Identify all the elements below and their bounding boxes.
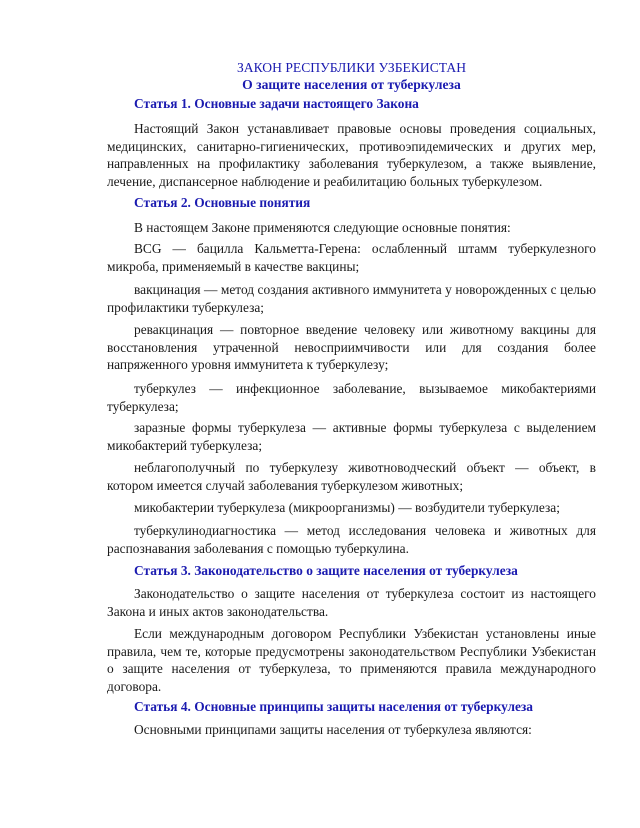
article-2-intro: В настоящем Законе применяются следующие основные понятия:: [134, 220, 511, 235]
article-4-intro: Основными принципами защиты населения от туберкулеза являются:: [134, 722, 532, 737]
definition-mycobacteria: микобактерии туберкулеза (микроорганизмы) — возбудители туберкулеза;: [134, 500, 560, 515]
definition-tuberculin-diagnostics: туберкулинодиагностика — метод исследования человека и животных для распознавания заболевания с помощью туберкулина.: [107, 523, 596, 556]
article-1-heading: Статья 1. Основные задачи настоящего Закона: [134, 96, 419, 111]
definition-bcg: BCG — бацилла Кальметта-Герена: ослабленный штамм туберкулезного микроба, применяемый в качестве вакцины;: [107, 241, 596, 274]
article-4-heading: Статья 4. Основные принципы защиты населения от туберкулеза: [134, 699, 534, 714]
definition-revaccination: ревакцинация — повторное введение человеку или животному вакцины для восстановления утраченной невосприимчивости или для создания более напряженного уровня иммунитета к туберкулезу;: [107, 322, 596, 373]
article-1-paragraph: Настоящий Закон устанавливает правовые основы проведения социальных, медицинских, санитарно-гигиенических, противоэпидемических и других мер, направленных на профилактику заболевания туберкулезом, а также выявление, лечение, диспансерное наблюдение и реабилитацию больных туберкулезом.: [107, 121, 596, 189]
article-3-paragraph-1: Законодательство о защите населения от туберкулеза состоит из настоящего Закона и иных актов законодательства.: [107, 586, 596, 619]
article-3-heading: Статья 3. Законодательство о защите населения от туберкулеза: [134, 563, 518, 578]
definition-vaccination: вакцинация — метод создания активного иммунитета у новорожденных с целью профилактики туберкулеза;: [107, 282, 596, 315]
article-3-paragraph-2: Если международным договором Республики Узбекистан установлены иные правила, чем те, которые предусмотрены законодательством Республики Узбекистан о защите населения от туберкулеза, то применяются правила международного договора.: [107, 626, 596, 694]
law-title: ЗАКОН РЕСПУБЛИКИ УЗБЕКИСТАН: [236, 60, 467, 75]
law-subtitle: О защите населения от туберкулеза: [242, 77, 461, 92]
article-2-heading: Статья 2. Основные понятия: [134, 195, 311, 210]
definition-tuberculosis: туберкулез — инфекционное заболевание, вызываемое микобактериями туберкулеза;: [107, 381, 596, 414]
definition-contagious-forms: заразные формы туберкулеза — активные формы туберкулеза с выделением микобактерий туберкулеза;: [107, 420, 596, 453]
definition-unfavorable-object: неблагополучный по туберкулезу животноводческий объект — объект, в котором имеется случай заболевания туберкулезом животных;: [107, 460, 596, 493]
